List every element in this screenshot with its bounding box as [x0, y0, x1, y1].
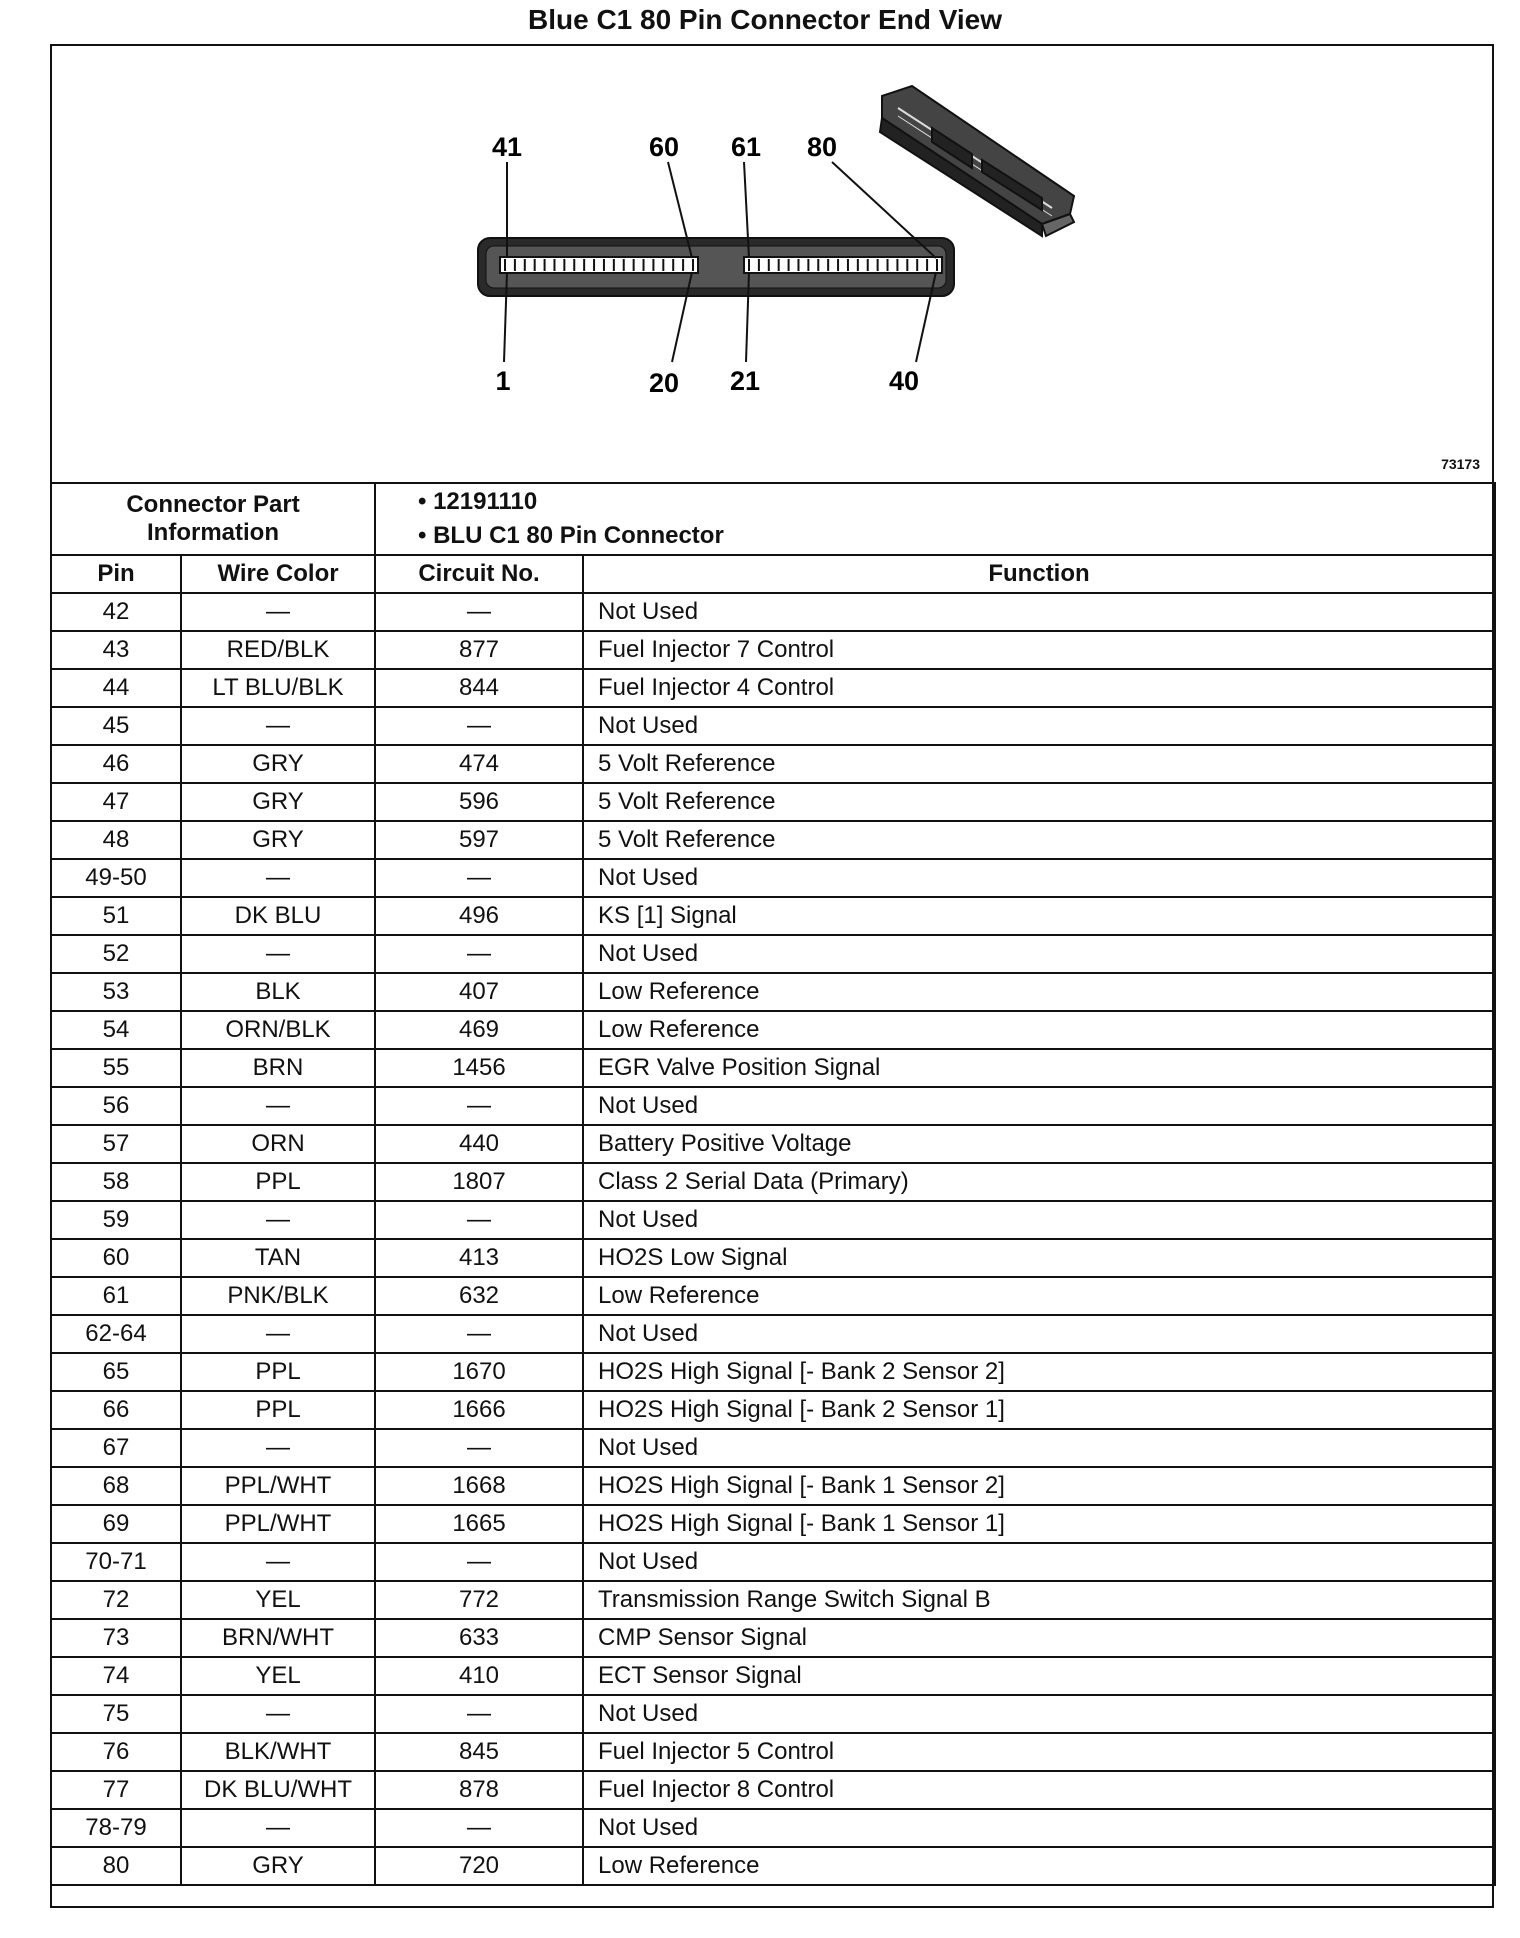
function-cell: Not Used [583, 935, 1495, 973]
circuit-cell: — [375, 1087, 583, 1125]
pin-label-20: 20 [648, 368, 680, 398]
circuit-cell: 1668 [375, 1467, 583, 1505]
function-cell: HO2S High Signal [- Bank 2 Sensor 1] [583, 1391, 1495, 1429]
pin-cell: 45 [51, 707, 181, 745]
circuit-cell: 1666 [375, 1391, 583, 1429]
circuit-cell: 1456 [375, 1049, 583, 1087]
pin-cavity-right [744, 257, 942, 273]
wire-color-cell: LT BLU/BLK [181, 669, 375, 707]
circuit-cell: — [375, 859, 583, 897]
table-row [51, 593, 1495, 631]
table-row [51, 1315, 1495, 1353]
wire-color-cell: YEL [181, 1657, 375, 1695]
pin-cell: 72 [51, 1581, 181, 1619]
circuit-cell: 845 [375, 1733, 583, 1771]
pin-label-60: 60 [648, 132, 680, 162]
wire-color-cell: PPL [181, 1163, 375, 1201]
function-cell: EGR Valve Position Signal [583, 1049, 1495, 1087]
wire-color-cell: — [181, 859, 375, 897]
table-row [51, 1771, 1495, 1809]
wire-color-cell: — [181, 593, 375, 631]
function-cell: Fuel Injector 7 Control [583, 631, 1495, 669]
wire-color-cell: RED/BLK [181, 631, 375, 669]
wire-color-cell: PNK/BLK [181, 1277, 375, 1315]
pin-cell: 68 [51, 1467, 181, 1505]
circuit-cell: 410 [375, 1657, 583, 1695]
function-cell: Not Used [583, 1809, 1495, 1847]
pin-cell: 61 [51, 1277, 181, 1315]
pin-cell: 74 [51, 1657, 181, 1695]
wire-color-cell: GRY [181, 1847, 375, 1885]
table-row [51, 1733, 1495, 1771]
pin-cell: 55 [51, 1049, 181, 1087]
function-cell: ECT Sensor Signal [583, 1657, 1495, 1695]
connector-part-number: • 12191110 [418, 488, 538, 515]
wire-color-cell: DK BLU [181, 897, 375, 935]
pinout-table-body [51, 483, 1495, 1885]
circuit-cell: 596 [375, 783, 583, 821]
circuit-cell: — [375, 707, 583, 745]
function-cell: Low Reference [583, 1011, 1495, 1049]
function-cell: Low Reference [583, 1277, 1495, 1315]
function-cell: Class 2 Serial Data (Primary) [583, 1163, 1495, 1201]
circuit-cell: 496 [375, 897, 583, 935]
pin-cell: 53 [51, 973, 181, 1011]
function-cell: HO2S High Signal [- Bank 1 Sensor 1] [583, 1505, 1495, 1543]
table-row [51, 973, 1495, 1011]
wire-color-cell: — [181, 1695, 375, 1733]
circuit-cell: 772 [375, 1581, 583, 1619]
wire-color-cell: — [181, 707, 375, 745]
circuit-cell: 407 [375, 973, 583, 1011]
function-cell: Low Reference [583, 1847, 1495, 1885]
table-row [51, 1581, 1495, 1619]
table-row [51, 859, 1495, 897]
connector-info-row [51, 483, 1495, 555]
pin-cell: 51 [51, 897, 181, 935]
function-cell: Not Used [583, 1429, 1495, 1467]
pin-cell: 80 [51, 1847, 181, 1885]
pinout-table [50, 482, 1496, 1886]
table-row [51, 1505, 1495, 1543]
function-cell: HO2S Low Signal [583, 1239, 1495, 1277]
circuit-cell: — [375, 1315, 583, 1353]
wire-color-cell: BRN/WHT [181, 1619, 375, 1657]
circuit-cell: 1670 [375, 1353, 583, 1391]
circuit-cell: — [375, 1695, 583, 1733]
table-row [51, 935, 1495, 973]
wire-color-cell: — [181, 1429, 375, 1467]
pin-label-40: 40 [888, 366, 920, 396]
wire-color-cell: PPL [181, 1391, 375, 1429]
pin-cell: 56 [51, 1087, 181, 1125]
circuit-cell: 1807 [375, 1163, 583, 1201]
table-row [51, 783, 1495, 821]
wire-color-cell: PPL/WHT [181, 1467, 375, 1505]
connector-part-info-line1: Connector Part [126, 491, 300, 518]
function-cell: HO2S High Signal [- Bank 1 Sensor 2] [583, 1467, 1495, 1505]
table-row [51, 1467, 1495, 1505]
pin-cell: 69 [51, 1505, 181, 1543]
pin-cell: 47 [51, 783, 181, 821]
header-pin: Pin [51, 555, 181, 593]
table-row [51, 707, 1495, 745]
function-cell: Not Used [583, 593, 1495, 631]
table-row [51, 1087, 1495, 1125]
function-cell: Fuel Injector 8 Control [583, 1771, 1495, 1809]
connector-end-view-drawing [52, 46, 1492, 484]
circuit-cell: 597 [375, 821, 583, 859]
connector-description: • BLU C1 80 Pin Connector [418, 522, 724, 549]
table-row [51, 1125, 1495, 1163]
function-cell: Not Used [583, 1087, 1495, 1125]
table-row [51, 1847, 1495, 1885]
wire-color-cell: DK BLU/WHT [181, 1771, 375, 1809]
pin-cell: 60 [51, 1239, 181, 1277]
pin-label-41: 41 [491, 132, 523, 162]
wire-color-cell: — [181, 1201, 375, 1239]
pin-label-61: 61 [730, 132, 762, 162]
function-cell: 5 Volt Reference [583, 821, 1495, 859]
function-cell: CMP Sensor Signal [583, 1619, 1495, 1657]
pin-cell: 76 [51, 1733, 181, 1771]
wire-color-cell: GRY [181, 745, 375, 783]
function-cell: Transmission Range Switch Signal B [583, 1581, 1495, 1619]
table-row [51, 1201, 1495, 1239]
pin-cell: 77 [51, 1771, 181, 1809]
pin-cell: 62-64 [51, 1315, 181, 1353]
function-cell: 5 Volt Reference [583, 783, 1495, 821]
connector-part-info-label [51, 483, 375, 555]
pin-cell: 73 [51, 1619, 181, 1657]
table-row [51, 1619, 1495, 1657]
table-header-row [51, 555, 1495, 593]
wire-color-cell: BLK [181, 973, 375, 1011]
table-row [51, 1011, 1495, 1049]
wire-color-cell: GRY [181, 783, 375, 821]
wire-color-cell: PPL [181, 1353, 375, 1391]
circuit-cell: 877 [375, 631, 583, 669]
table-row [51, 1695, 1495, 1733]
table-row [51, 1429, 1495, 1467]
function-cell: KS [1] Signal [583, 897, 1495, 935]
circuit-cell: 632 [375, 1277, 583, 1315]
circuit-cell: 440 [375, 1125, 583, 1163]
pin-cell: 44 [51, 669, 181, 707]
wire-color-cell: — [181, 935, 375, 973]
pin-cell: 67 [51, 1429, 181, 1467]
table-row [51, 1353, 1495, 1391]
pin-cell: 42 [51, 593, 181, 631]
circuit-cell: 474 [375, 745, 583, 783]
function-cell: Not Used [583, 1315, 1495, 1353]
pin-cell: 43 [51, 631, 181, 669]
circuit-cell: 469 [375, 1011, 583, 1049]
table-row [51, 745, 1495, 783]
function-cell: Not Used [583, 1543, 1495, 1581]
table-row [51, 897, 1495, 935]
connector-isometric-sketch [880, 86, 1074, 236]
circuit-cell: — [375, 935, 583, 973]
wire-color-cell: GRY [181, 821, 375, 859]
wire-color-cell: — [181, 1809, 375, 1847]
wire-color-cell: — [181, 1087, 375, 1125]
pin-cell: 75 [51, 1695, 181, 1733]
connector-diagram [52, 46, 1492, 484]
table-row [51, 1049, 1495, 1087]
pin-cell: 48 [51, 821, 181, 859]
wire-color-cell: BLK/WHT [181, 1733, 375, 1771]
header-wire-color: Wire Color [181, 555, 375, 593]
function-cell: Not Used [583, 707, 1495, 745]
header-function: Function [583, 555, 1495, 593]
header-circuit-no: Circuit No. [375, 555, 583, 593]
circuit-cell: 1665 [375, 1505, 583, 1543]
function-cell: Not Used [583, 1201, 1495, 1239]
pin-label-21: 21 [729, 366, 761, 396]
pin-cavity-left [500, 257, 698, 273]
function-cell: Battery Positive Voltage [583, 1125, 1495, 1163]
table-row [51, 1239, 1495, 1277]
function-cell: Not Used [583, 1695, 1495, 1733]
function-cell: Fuel Injector 5 Control [583, 1733, 1495, 1771]
pin-cell: 58 [51, 1163, 181, 1201]
function-cell: Fuel Injector 4 Control [583, 669, 1495, 707]
circuit-cell: — [375, 1201, 583, 1239]
pin-cell: 52 [51, 935, 181, 973]
table-row [51, 1543, 1495, 1581]
circuit-cell: — [375, 1429, 583, 1467]
circuit-cell: — [375, 1809, 583, 1847]
wire-color-cell: ORN [181, 1125, 375, 1163]
page-title: Blue C1 80 Pin Connector End View [527, 4, 1003, 35]
wire-color-cell: BRN [181, 1049, 375, 1087]
table-row [51, 669, 1495, 707]
wire-color-cell: — [181, 1543, 375, 1581]
circuit-cell: 720 [375, 1847, 583, 1885]
table-row [51, 1163, 1495, 1201]
circuit-cell: — [375, 1543, 583, 1581]
pin-cell: 46 [51, 745, 181, 783]
table-row [51, 1391, 1495, 1429]
wire-color-cell: — [181, 1315, 375, 1353]
function-cell: Low Reference [583, 973, 1495, 1011]
circuit-cell: 633 [375, 1619, 583, 1657]
connector-part-info-values [375, 483, 1495, 555]
table-row [51, 1809, 1495, 1847]
circuit-cell: 844 [375, 669, 583, 707]
table-row [51, 631, 1495, 669]
wire-color-cell: PPL/WHT [181, 1505, 375, 1543]
connector-table-frame [50, 44, 1494, 1908]
table-row [51, 1277, 1495, 1315]
figure-number: 73173 [1441, 456, 1480, 472]
circuit-cell: 878 [375, 1771, 583, 1809]
wire-color-cell: YEL [181, 1581, 375, 1619]
pin-cell: 49-50 [51, 859, 181, 897]
pin-cell: 78-79 [51, 1809, 181, 1847]
circuit-cell: 413 [375, 1239, 583, 1277]
pin-cell: 65 [51, 1353, 181, 1391]
pin-label-80: 80 [806, 132, 838, 162]
connector-part-info-line2: Information [147, 519, 279, 546]
pin-cell: 70-71 [51, 1543, 181, 1581]
pin-cell: 57 [51, 1125, 181, 1163]
function-cell: Not Used [583, 859, 1495, 897]
pin-cell: 66 [51, 1391, 181, 1429]
pin-label-1: 1 [495, 366, 511, 396]
table-row [51, 821, 1495, 859]
wire-color-cell: TAN [181, 1239, 375, 1277]
circuit-cell: — [375, 593, 583, 631]
table-row [51, 1657, 1495, 1695]
wire-color-cell: ORN/BLK [181, 1011, 375, 1049]
function-cell: 5 Volt Reference [583, 745, 1495, 783]
pin-cell: 59 [51, 1201, 181, 1239]
function-cell: HO2S High Signal [- Bank 2 Sensor 2] [583, 1353, 1495, 1391]
pin-cell: 54 [51, 1011, 181, 1049]
